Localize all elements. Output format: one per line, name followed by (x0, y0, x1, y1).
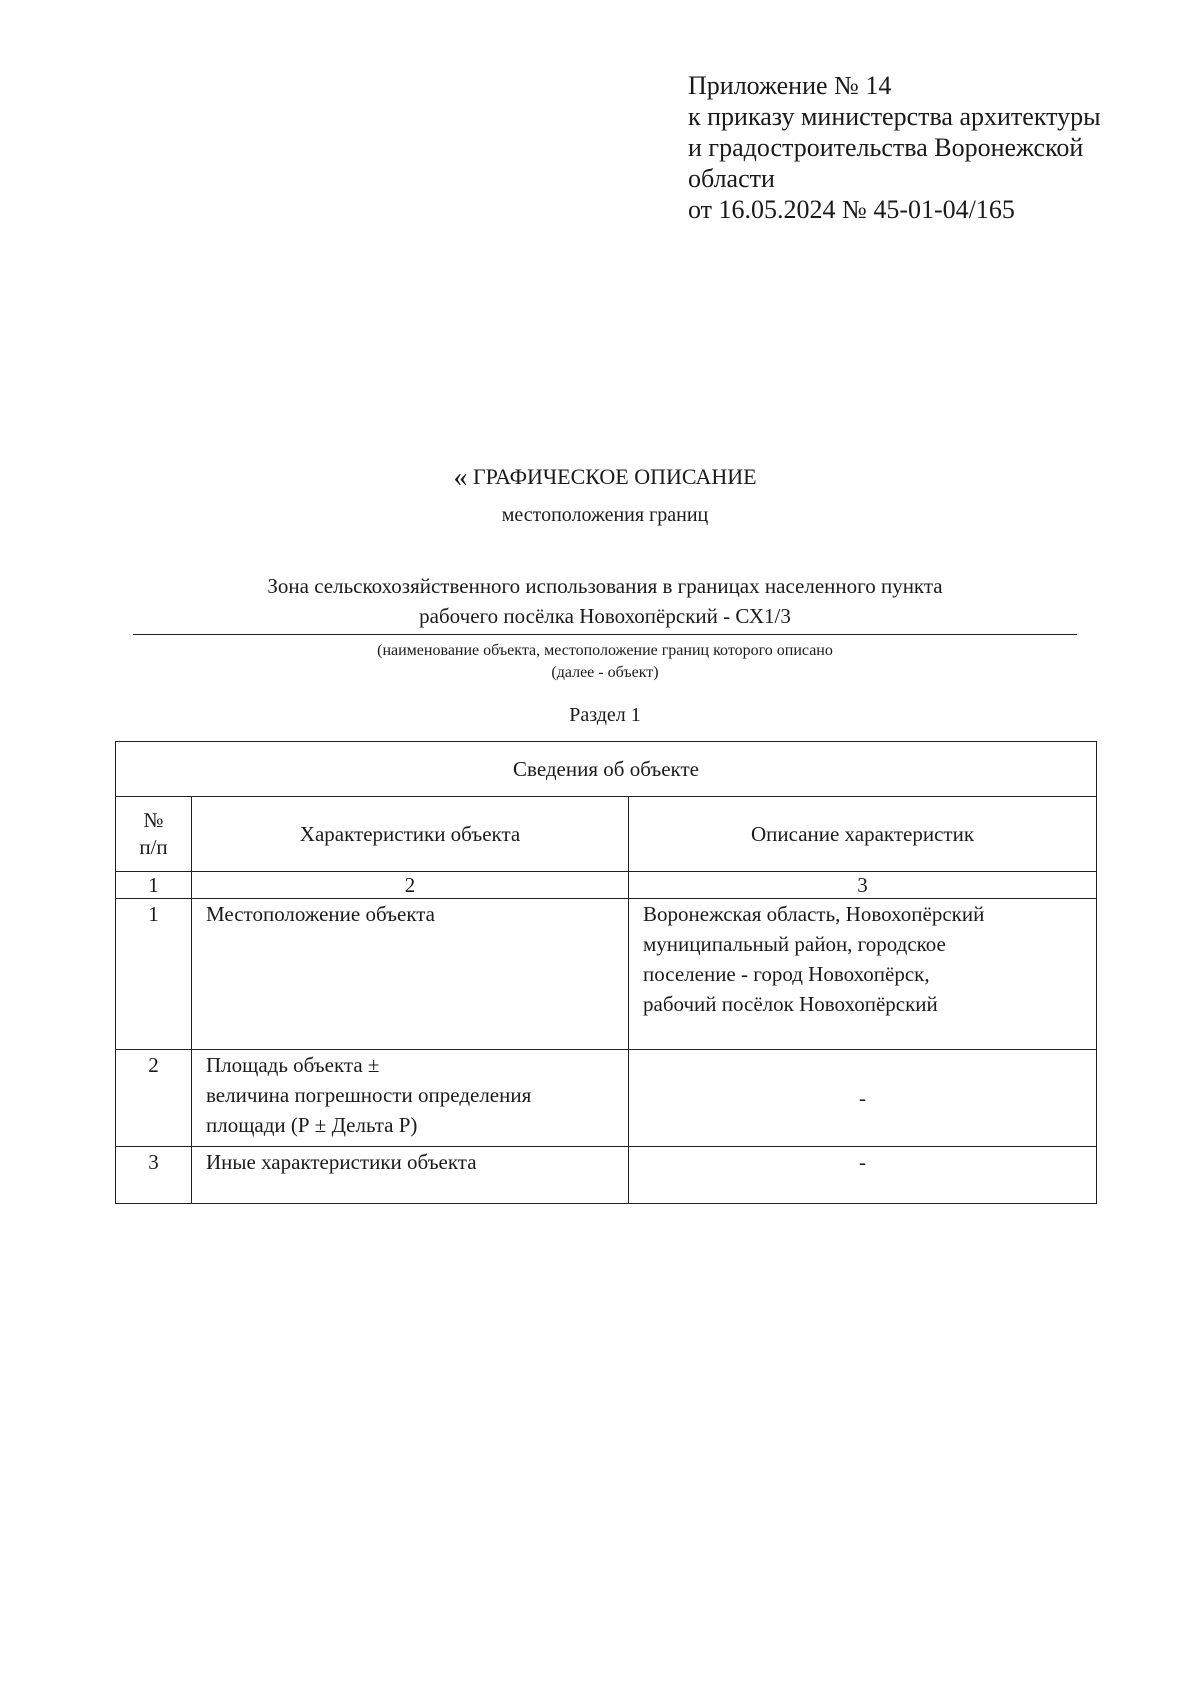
characteristic-line: площади (Р ± Дельта Р) (206, 1113, 418, 1137)
title-quote-mark: « (453, 462, 468, 493)
row-description: - (629, 1147, 1097, 1204)
object-info-table (115, 741, 1097, 1204)
object-note-line-1: (наименование объекта, местоположение границ которого описано (377, 642, 833, 659)
characteristic-line: Местоположение объекта (206, 902, 436, 926)
table-row (116, 1147, 1097, 1204)
table-caption: Сведения об объекте (116, 742, 1097, 797)
object-name-line-1: Зона сельскохозяйственного использования в границах населенного пункта (267, 574, 943, 598)
row-description: - (629, 1050, 1097, 1147)
header-number (116, 797, 192, 872)
header-number-line-2: п/п (139, 835, 168, 859)
description-line: рабочий посёлок Новохопёрский (643, 992, 938, 1016)
header-number-line-1: № (143, 808, 164, 832)
row-number: 1 (116, 899, 192, 1050)
document-title (0, 462, 1200, 494)
description-line: Воронежская область, Новохопёрский (643, 902, 985, 926)
object-underline (133, 634, 1077, 635)
appendix-line-5: от 16.05.2024 № 45-01-04/165 (688, 195, 1015, 224)
appendix-line-4: области (688, 164, 775, 193)
row-characteristic (192, 1147, 629, 1204)
column-number-2: 2 (192, 872, 629, 899)
appendix-line-3: и градостроительства Воронежской (688, 133, 1084, 162)
characteristic-line: Иные характеристики объекта (206, 1150, 477, 1174)
row-characteristic (192, 899, 629, 1050)
row-characteristic (192, 1050, 629, 1147)
column-number-1: 1 (116, 872, 192, 899)
document-subtitle: местоположения границ (501, 504, 709, 526)
column-number-3: 3 (629, 872, 1097, 899)
table-row (116, 899, 1097, 1050)
appendix-line-1: Приложение № 14 (688, 71, 892, 100)
row-number: 2 (116, 1050, 192, 1147)
header-characteristics: Характеристики объекта (192, 797, 629, 872)
object-name-line-2: рабочего посёлка Новохопёрский - СХ1/3 (419, 604, 791, 628)
object-note-line-2: (далее - объект) (551, 664, 659, 681)
appendix-block (688, 70, 1168, 225)
row-number: 3 (116, 1147, 192, 1204)
characteristic-line: Площадь объекта ± (206, 1053, 380, 1077)
row-description (629, 899, 1097, 1050)
description-line: муниципальный район, городское (643, 932, 946, 956)
table-row (116, 1050, 1097, 1147)
section-heading: Раздел 1 (569, 704, 641, 726)
appendix-line-2: к приказу министерства архитектуры (688, 102, 1101, 131)
column-number-row (116, 872, 1097, 899)
characteristic-line: величина погрешности определения (206, 1083, 532, 1107)
description-line: поселение - город Новохопёрск, (643, 962, 930, 986)
header-description: Описание характеристик (629, 797, 1097, 872)
title-main-text: ГРАФИЧЕСКОЕ ОПИСАНИЕ (472, 464, 757, 489)
